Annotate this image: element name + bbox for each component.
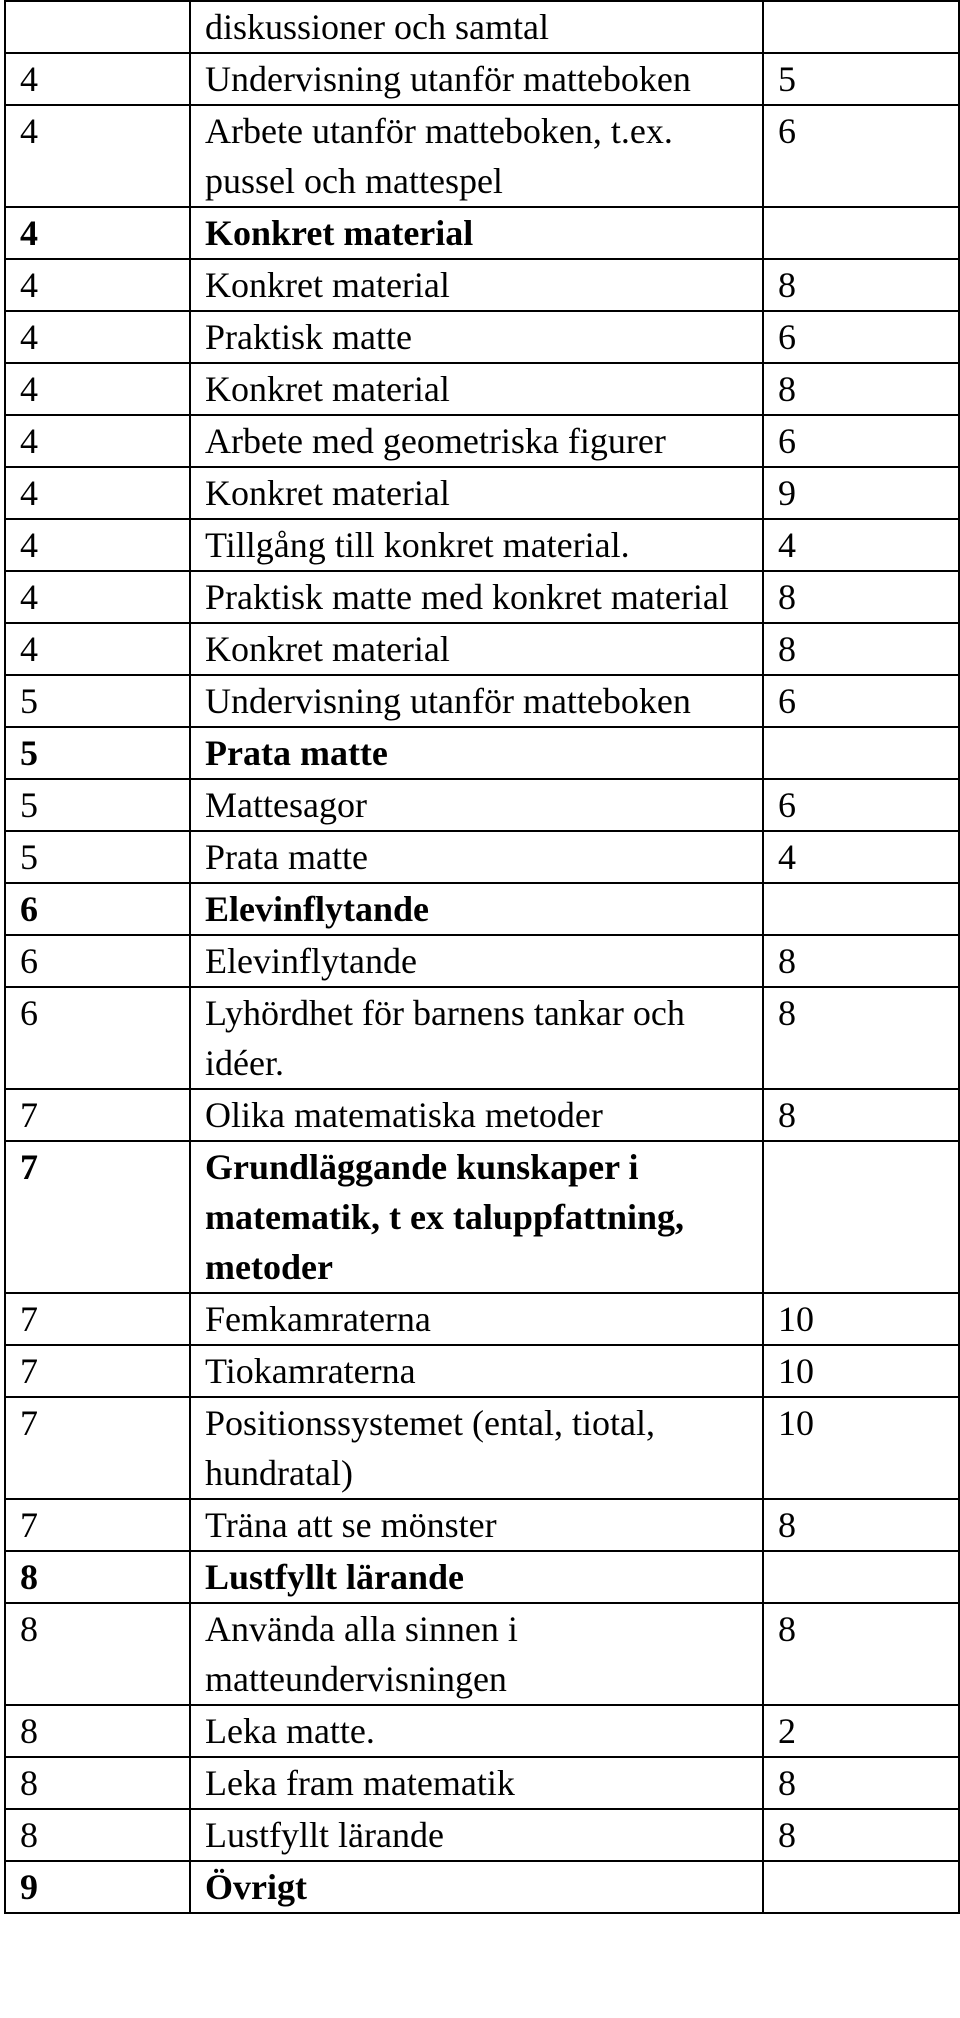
score-cell: 8 [763,363,959,415]
group-number-cell: 7 [5,1089,190,1141]
description-cell: Praktisk matte [190,311,763,363]
description-cell: Använda alla sinnen i matteundervisningen [190,1603,763,1705]
table-row [5,1757,959,1809]
description-cell: Undervisning utanför matteboken [190,675,763,727]
score-cell: 8 [763,1757,959,1809]
score-cell: 9 [763,467,959,519]
table-row [5,675,959,727]
category-heading-row [5,883,959,935]
group-number-cell: 7 [5,1499,190,1551]
category-heading-row [5,727,959,779]
group-number-cell: 5 [5,727,190,779]
table-row [5,1397,959,1499]
table-row [5,1345,959,1397]
table-row [5,1499,959,1551]
description-cell: Övrigt [190,1861,763,1913]
table-row [5,311,959,363]
group-number-cell: 6 [5,935,190,987]
group-number-cell: 4 [5,311,190,363]
description-cell: Leka fram matematik [190,1757,763,1809]
table-row [5,1705,959,1757]
score-cell: 8 [763,1603,959,1705]
score-cell [763,727,959,779]
score-cell: 4 [763,831,959,883]
score-cell [763,1551,959,1603]
group-number-cell: 5 [5,779,190,831]
description-cell: Lustfyllt lärande [190,1551,763,1603]
score-cell: 4 [763,519,959,571]
score-cell: 2 [763,1705,959,1757]
score-cell: 8 [763,571,959,623]
table-row [5,363,959,415]
table-row [5,53,959,105]
group-number-cell: 4 [5,467,190,519]
category-heading-row [5,207,959,259]
group-number-cell: 7 [5,1141,190,1293]
table-row [5,987,959,1089]
score-cell [763,1861,959,1913]
description-cell: Konkret material [190,623,763,675]
table-row [5,415,959,467]
table-row [5,571,959,623]
group-number-cell: 4 [5,363,190,415]
group-number-cell: 8 [5,1757,190,1809]
description-cell: Positionssystemet (ental, tiotal, hundratal) [190,1397,763,1499]
group-number-cell: 8 [5,1705,190,1757]
table-row [5,623,959,675]
group-number-cell: 7 [5,1293,190,1345]
description-cell: Konkret material [190,259,763,311]
group-number-cell: 4 [5,519,190,571]
group-number-cell: 4 [5,53,190,105]
description-cell: Mattesagor [190,779,763,831]
description-cell: Elevinflytande [190,935,763,987]
score-cell: 8 [763,623,959,675]
group-number-cell: 7 [5,1397,190,1499]
score-cell: 10 [763,1293,959,1345]
description-cell: Arbete utanför matteboken, t.ex. pussel och mattespel [190,105,763,207]
group-number-cell: 4 [5,571,190,623]
score-cell: 8 [763,1089,959,1141]
score-cell: 6 [763,675,959,727]
group-number-cell: 5 [5,831,190,883]
description-cell: Arbete med geometriska figurer [190,415,763,467]
table-row [5,519,959,571]
score-cell: 8 [763,987,959,1089]
group-number-cell: 5 [5,675,190,727]
table-row [5,259,959,311]
group-number-cell [5,1,190,53]
score-cell [763,207,959,259]
table-row [5,1293,959,1345]
group-number-cell: 9 [5,1861,190,1913]
score-cell: 8 [763,1499,959,1551]
score-cell: 6 [763,415,959,467]
score-cell [763,1,959,53]
score-cell: 8 [763,259,959,311]
score-cell: 10 [763,1397,959,1499]
category-heading-row [5,1861,959,1913]
table-row [5,1,959,53]
category-heading-row [5,1551,959,1603]
group-number-cell: 8 [5,1809,190,1861]
description-cell: Olika matematiska metoder [190,1089,763,1141]
score-cell [763,1141,959,1293]
description-cell: Lyhördhet för barnens tankar och idéer. [190,987,763,1089]
description-cell: Elevinflytande [190,883,763,935]
category-heading-row [5,1141,959,1293]
description-cell: Femkamraterna [190,1293,763,1345]
description-cell: Undervisning utanför matteboken [190,53,763,105]
description-cell: Prata matte [190,831,763,883]
description-cell: diskussioner och samtal [190,1,763,53]
description-cell: Konkret material [190,207,763,259]
table-row [5,105,959,207]
score-cell: 5 [763,53,959,105]
description-cell: Konkret material [190,363,763,415]
description-cell: Praktisk matte med konkret material [190,571,763,623]
table-row [5,935,959,987]
score-cell: 10 [763,1345,959,1397]
group-number-cell: 4 [5,259,190,311]
score-cell: 8 [763,935,959,987]
table-row [5,467,959,519]
group-number-cell: 4 [5,623,190,675]
table-row [5,1603,959,1705]
description-cell: Grundläggande kunskaper i matematik, t ex taluppfattning, metoder [190,1141,763,1293]
table-row [5,1809,959,1861]
categories-table [4,0,960,1914]
description-cell: Leka matte. [190,1705,763,1757]
table-row [5,1089,959,1141]
group-number-cell: 4 [5,207,190,259]
group-number-cell: 6 [5,987,190,1089]
score-cell: 8 [763,1809,959,1861]
group-number-cell: 8 [5,1603,190,1705]
description-cell: Träna att se mönster [190,1499,763,1551]
group-number-cell: 7 [5,1345,190,1397]
table-row [5,831,959,883]
score-cell: 6 [763,779,959,831]
description-cell: Konkret material [190,467,763,519]
description-cell: Lustfyllt lärande [190,1809,763,1861]
group-number-cell: 6 [5,883,190,935]
score-cell: 6 [763,311,959,363]
description-cell: Tiokamraterna [190,1345,763,1397]
description-cell: Tillgång till konkret material. [190,519,763,571]
description-cell: Prata matte [190,727,763,779]
score-cell [763,883,959,935]
table-body [5,1,959,1913]
group-number-cell: 4 [5,105,190,207]
group-number-cell: 4 [5,415,190,467]
group-number-cell: 8 [5,1551,190,1603]
score-cell: 6 [763,105,959,207]
table-row [5,779,959,831]
